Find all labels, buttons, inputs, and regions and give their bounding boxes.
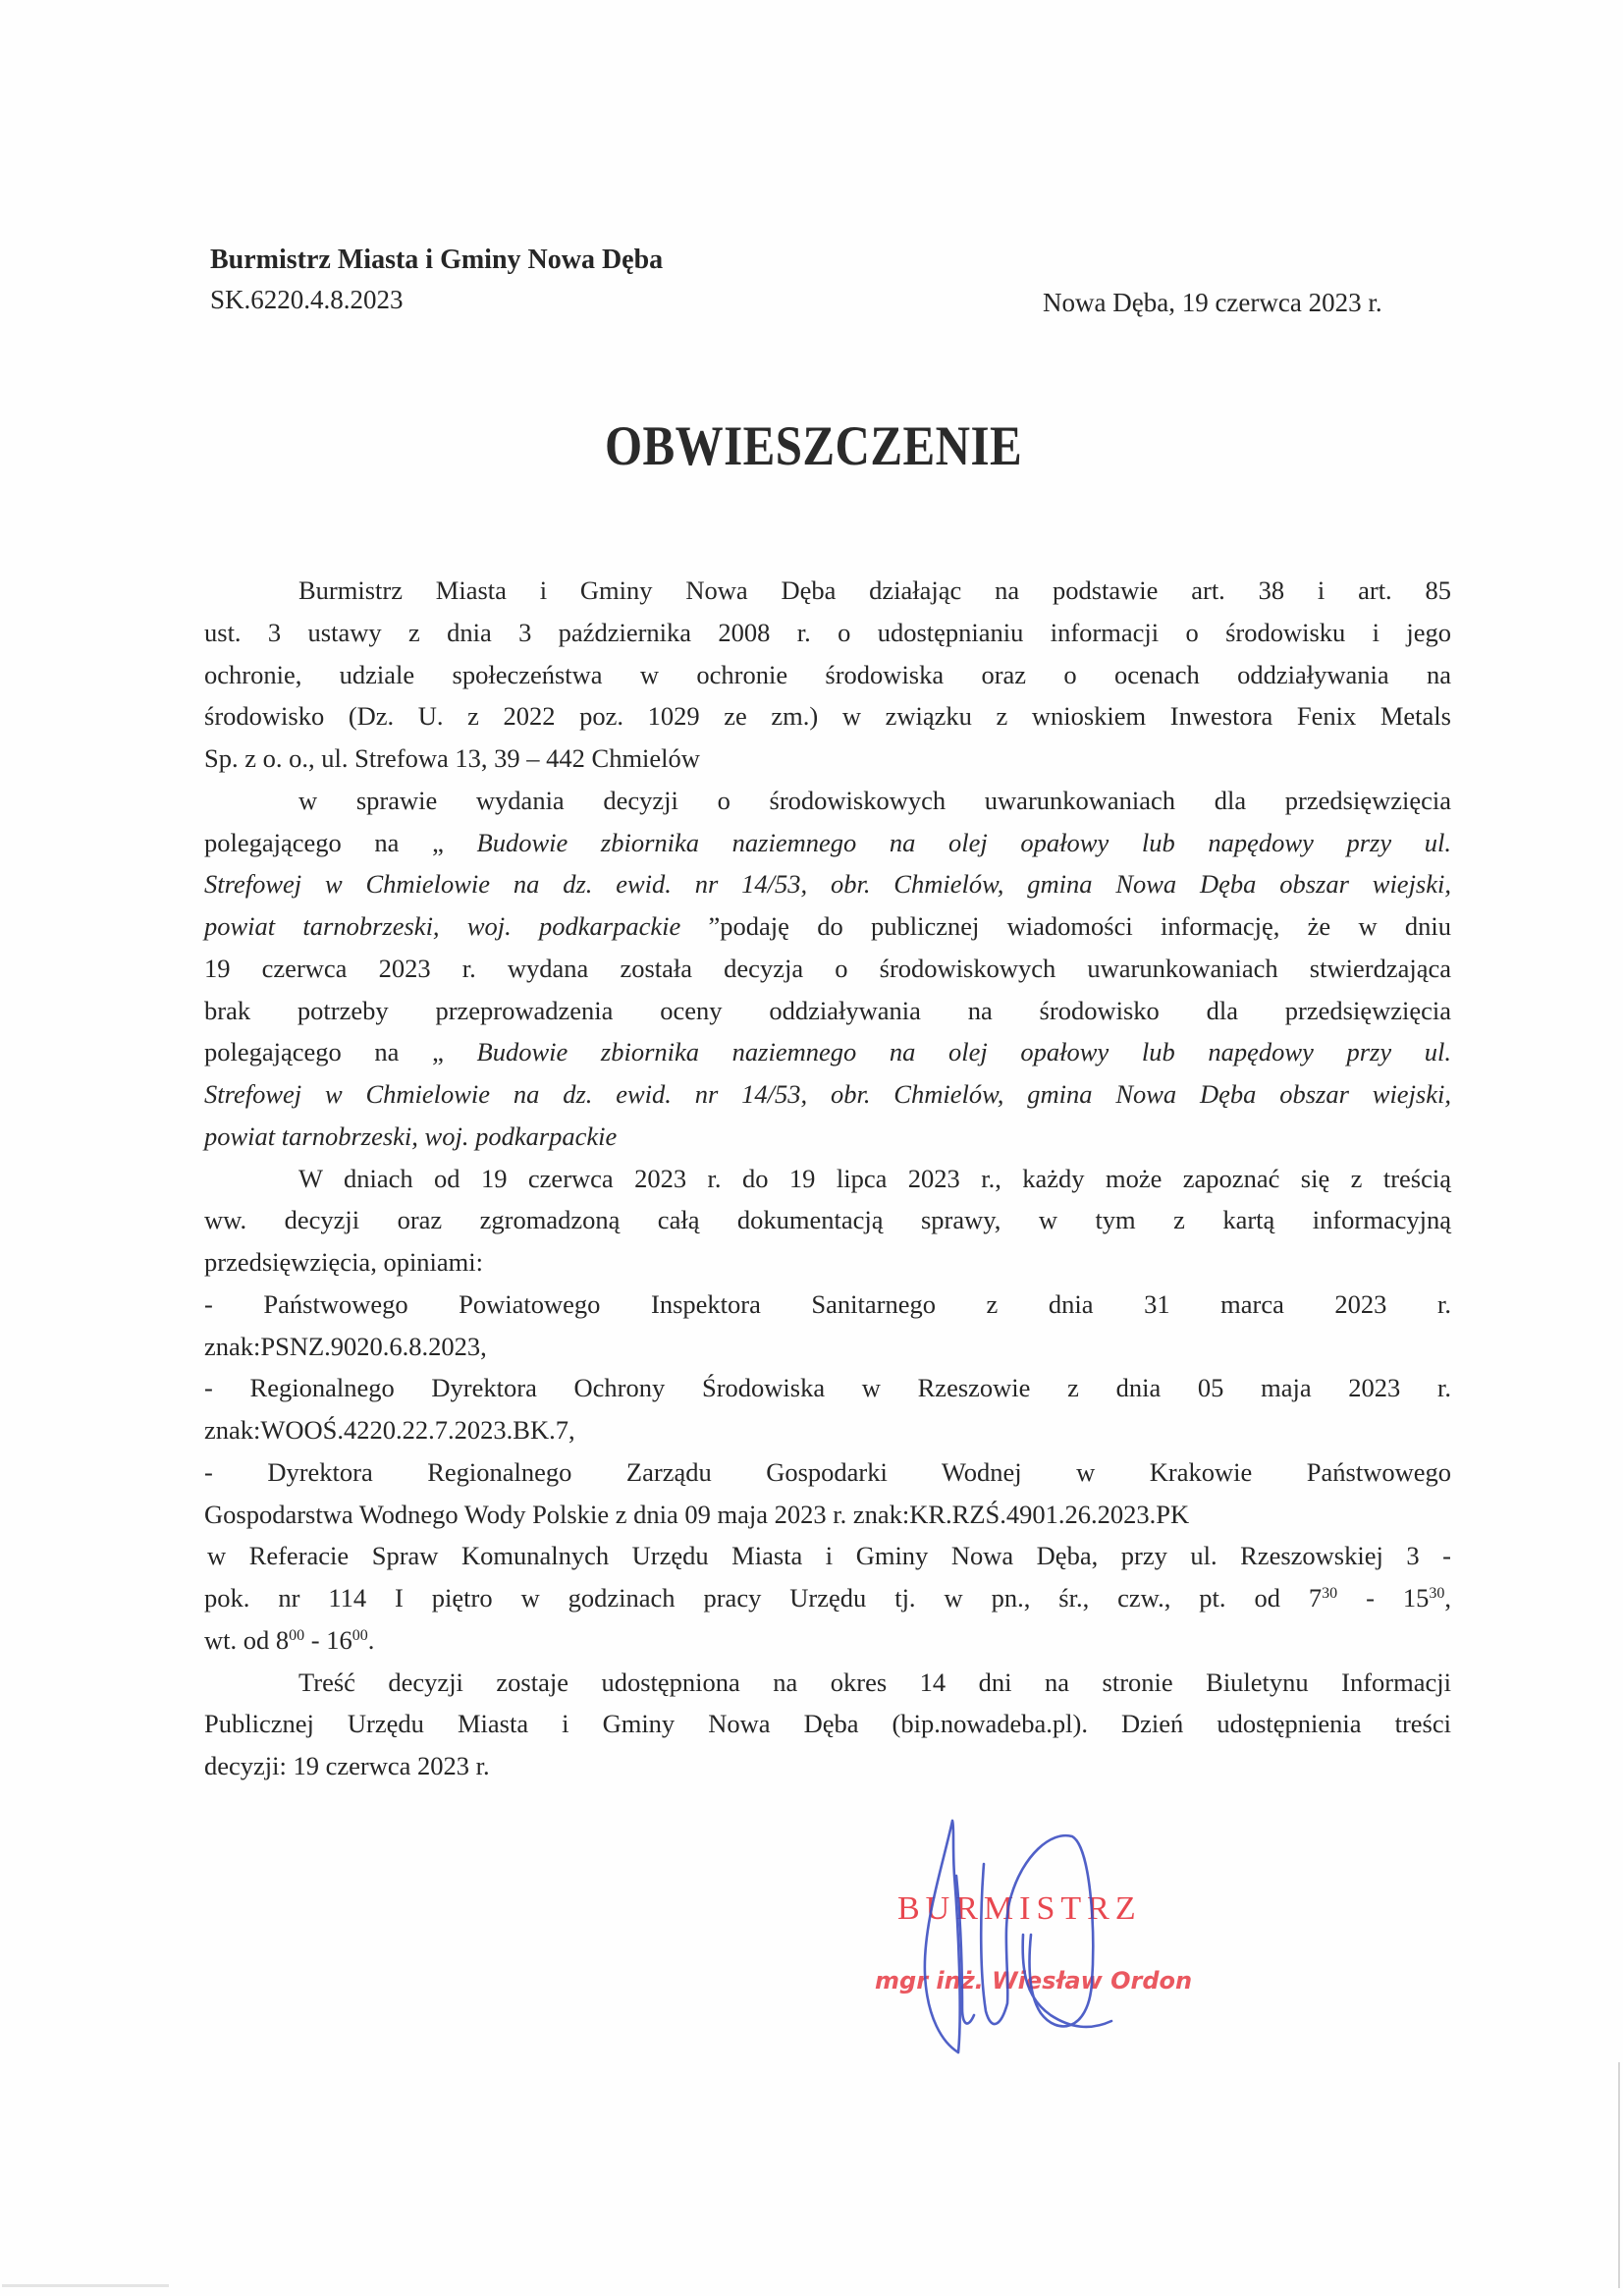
superscript: 30 xyxy=(1429,1585,1445,1602)
body-line: w Referacie Spraw Komunalnych Urzędu Miasta i Gminy Nowa Dęba, przy ul. Rzeszowskiej 3 - xyxy=(207,1541,1451,1571)
body-text: ”podaję do publicznej wiadomości informację, że w dniu xyxy=(708,911,1451,941)
opinion-item: - Dyrektora Regionalnego Zarządu Gospodarki Wodnej w Krakowie Państwowego xyxy=(204,1456,1451,1487)
body-text: , xyxy=(1444,1583,1451,1613)
office-hours-line xyxy=(204,1619,1451,1662)
stamp-title: BURMISTRZ xyxy=(897,1890,1142,1927)
body-line: brak potrzeby przeprowadzenia oceny oddziaływania na środowisko dla przedsięwzięcia xyxy=(204,995,1451,1025)
handwritten-signature xyxy=(864,1807,1198,2072)
body-line: przedsięwzięcia, opiniami: xyxy=(204,1247,484,1277)
body-line xyxy=(204,1073,1451,1116)
body-line: 19 czerwca 2023 r. wydana została decyzja o środowiskowych uwarunkowaniach stwierdzająca xyxy=(204,953,1451,983)
superscript: 00 xyxy=(352,1626,368,1644)
signature-stroke xyxy=(925,1821,960,2052)
body-line: ust. 3 ustawy z dnia 3 października 2008 r. o udostępnianiu informacji o środowisku i jego xyxy=(204,617,1451,647)
project-name-text: Strefowej w Chmielowie na dz. ewid. nr 14/53, obr. Chmielów, gmina Nowa Dęba obszar wiejski, xyxy=(204,869,1451,900)
project-name-text: powiat tarnobrzeski, woj. podkarpackie xyxy=(204,911,709,941)
office-hours-line xyxy=(204,1577,1451,1619)
body-line xyxy=(204,905,1451,948)
place-and-date: Nowa Dęba, 19 czerwca 2023 r. xyxy=(1043,288,1382,317)
body-text: - 16 xyxy=(304,1624,352,1655)
body-line xyxy=(204,822,1451,864)
body-line: ochronie, udziale społeczeństwa w ochronie środowiska oraz o ocenach oddziaływania na xyxy=(204,659,1451,689)
body-line: ww. decyzji oraz zgromadzoną całą dokumentacją sprawy, w tym z kartą informacyjną xyxy=(204,1205,1451,1235)
scan-edge xyxy=(1618,2062,1620,2288)
issuer-name: Burmistrz Miasta i Gminy Nowa Dęba xyxy=(210,245,664,275)
body-line: W dniach od 19 czerwca 2023 r. do 19 lipca 2023 r., każdy może zapoznać się z treścią xyxy=(298,1163,1451,1193)
body-line: Sp. z o. o., ul. Strefowa 13, 39 – 442 Chmielów xyxy=(204,743,700,773)
body-line xyxy=(204,1031,1451,1073)
signature-stroke xyxy=(1023,1935,1111,2027)
scan-edge xyxy=(2,2284,169,2287)
document-body xyxy=(204,570,1451,1787)
body-text: - 15 xyxy=(1337,1583,1430,1613)
body-text: wt. od 8 xyxy=(204,1624,290,1655)
opinion-item: - Państwowego Powiatowego Inspektora Sanitarnego z dnia 31 marca 2023 r. xyxy=(204,1288,1451,1319)
superscript: 30 xyxy=(1322,1585,1338,1602)
project-name-text: powiat tarnobrzeski, woj. podkarpackie xyxy=(204,1121,618,1151)
body-line: w sprawie wydania decyzji o środowiskowych uwarunkowaniach dla przedsięwzięcia xyxy=(298,785,1451,815)
body-line xyxy=(204,1116,1451,1158)
project-name-text: Budowie zbiornika naziemnego na olej opałowy lub napędowy przy ul. xyxy=(476,1037,1451,1067)
body-text: polegającego na „ xyxy=(204,827,477,857)
project-name-text: Strefowej w Chmielowie na dz. ewid. nr 14/53, obr. Chmielów, gmina Nowa Dęba obszar wiejski, xyxy=(204,1079,1451,1109)
body-line: środowisko (Dz. U. z 2022 poz. 1029 ze zm.) w związku z wnioskiem Inwestora Fenix Metals xyxy=(204,701,1451,732)
stamp-signatory-name: mgr inż. Wiesław Ordon xyxy=(875,1967,1193,1995)
signature-stroke xyxy=(981,1835,1093,2026)
body-line: Publicznej Urzędu Miasta i Gminy Nowa Dęba (bip.nowadeba.pl). Dzień udostępnienia treści xyxy=(204,1709,1451,1739)
body-line: Burmistrz Miasta i Gminy Nowa Dęba działając na podstawie art. 38 i art. 85 xyxy=(298,575,1451,605)
mayor-stamp xyxy=(864,1807,1198,2072)
opinion-item: - Regionalnego Dyrektora Ochrony Środowiska w Rzeszowie z dnia 05 maja 2023 r. xyxy=(204,1373,1451,1403)
opinion-reference: Gospodarstwa Wodnego Wody Polskie z dnia 09 maja 2023 r. znak:KR.RZŚ.4901.26.2023.PK xyxy=(204,1499,1190,1529)
document-title: OBWIESZCZENIE xyxy=(604,415,1023,477)
opinion-reference: znak:WOOŚ.4220.22.7.2023.BK.7, xyxy=(204,1415,575,1445)
opinion-reference: znak:PSNZ.9020.6.8.2023, xyxy=(204,1331,487,1361)
case-number: SK.6220.4.8.2023 xyxy=(210,285,404,314)
project-name-text: Budowie zbiornika naziemnego na olej opałowy lub napędowy przy ul. xyxy=(476,827,1451,857)
body-text: pok. nr 114 I piętro w godzinach pracy Urzędu tj. w pn., śr., czw., pt. od 7 xyxy=(204,1583,1323,1613)
body-line: Treść decyzji zostaje udostępniona na okres 14 dni na stronie Biuletynu Informacji xyxy=(298,1667,1451,1697)
body-text: polegającego na „ xyxy=(204,1037,477,1067)
body-line xyxy=(204,863,1451,905)
body-line: decyzji: 19 czerwca 2023 r. xyxy=(204,1751,490,1780)
body-text: . xyxy=(367,1624,375,1655)
superscript: 00 xyxy=(289,1626,305,1644)
